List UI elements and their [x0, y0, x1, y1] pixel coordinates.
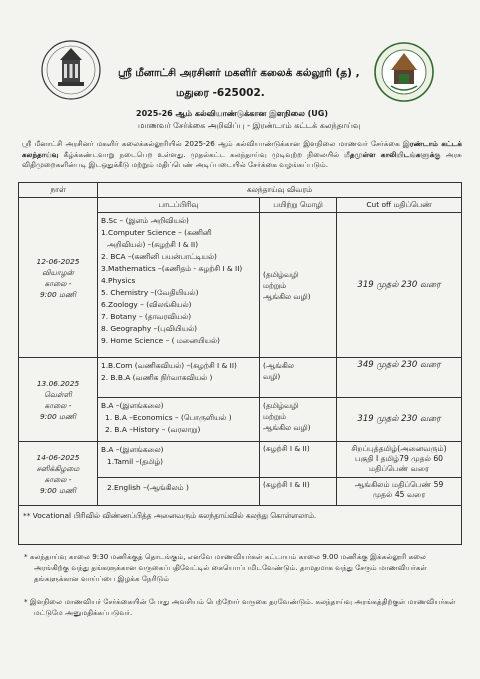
course-item: 2. BCA –(கணினி பயன்பாட்டியல்)	[101, 252, 217, 261]
courses-day2-arts	[98, 398, 260, 442]
instruction-item: * இளநிலை மாணவியர் சேர்க்கையின் போது அவசியம் பெற்றோர் வருகை தரவேண்டும். கலந்தாய்வு அரங்கத்திற்குள் மாணவியர்கள் மட்டுமே அனுமதிக்கப்படுவர்.	[24, 597, 456, 617]
medium-day3-tamil: (சுழற்சி I & II)	[260, 442, 337, 478]
cutoff-day3-tamil	[337, 442, 462, 478]
cutoff-day2-arts: 319 முதல் 230 வரை	[337, 398, 462, 442]
intro-paragraph	[22, 139, 462, 171]
time-text: 9:00 மணி	[40, 411, 76, 421]
course-item: 2. B.A –History – (வரலாறு)	[105, 425, 201, 434]
medium-text: மற்றும்	[263, 280, 287, 290]
course-item: 8. Geography –(புவியியல்)	[101, 324, 197, 333]
medium-text: மற்றும்	[263, 412, 287, 421]
intro-bold-vacancies: மீதமுள்ள காலியிடங்களுக்கு	[344, 149, 441, 159]
college-name: ஸ்ரீ மீனாட்சி அரசினர் மகளிர் கலைக் கல்லூரி (த) ,	[118, 67, 360, 79]
course-item: 7. Botany – (தாவரவியல்)	[101, 312, 192, 321]
medium-day2-commerce	[260, 358, 337, 398]
courses-day3-english	[98, 478, 260, 506]
course-item: 2. B.B.A (வணிக நிர்வாகவியல் )	[101, 373, 213, 382]
course-item: 6.Zoology – (விலங்கியல்)	[101, 300, 192, 309]
courses-day1	[98, 213, 260, 358]
course-item: B.A –(இளங்கலை)	[101, 445, 164, 454]
medium-text: ஆங்கில வழி)	[263, 423, 311, 432]
date-cell-day3	[19, 442, 98, 506]
date-cell-day2	[19, 358, 98, 442]
session-text: காலை -	[44, 400, 72, 410]
course-item: B.A –(இளங்கலை)	[101, 401, 164, 410]
cutoff-text: பகுதி I தமிழ்79 முதல் 60	[354, 454, 443, 463]
medium-day1	[260, 213, 337, 358]
cutoff-day3-english	[337, 478, 462, 506]
course-item: B.Sc – (இளம் அறிவியல்)	[101, 216, 189, 225]
medium-text: வழி)	[263, 372, 281, 381]
college-seal-logo	[373, 40, 435, 104]
medium-day2-arts	[260, 398, 337, 442]
cutoff-text: ஆங்கிலம் மதிப்பெண் 59	[354, 480, 444, 489]
intro-text: அரசு விதிமுறைகளின்படி இடஒதுக்கீடு மற்றும் மதிப்பெண் அடிப்படையில் சேர்க்கை வழங்கப்படும்.	[22, 149, 462, 169]
cutoff-text: சிறப்புத்தமிழ்(அனைவரும்)	[351, 444, 447, 453]
date-text: 14-06-2025	[36, 452, 80, 462]
instructions-list	[22, 551, 462, 630]
tamilnadu-emblem-logo	[40, 38, 102, 102]
counselling-schedule-table	[18, 182, 462, 545]
course-item: 1.Tamil –(தமிழ்)	[107, 457, 164, 466]
course-item: 2.English –(ஆங்கிலம் )	[107, 483, 189, 492]
course-item: 4.Physics	[101, 276, 136, 285]
course-item: 1.B.Com (வணிகவியல்) –(சுழற்சி I & II)	[101, 361, 237, 370]
course-item: 9. Home Science – ( மனையியல்)	[101, 336, 220, 345]
instruction-item: * கலந்தாய்வு காலை 9:30 மணிக்குத் தொடங்கும், எனவே மாணவியர்கள் கட்டாயம் காலை 9.00 மணிக்கு இக்கல்லூரி கலை அரங்கிற்கு வந்து தங்களுக்கான வருகைப்பதிவேட்டில் கையொப்பமிடவேண்டும். தாமதமாக வந்து சேரும் மாணவியர்கள் தங்களுக்கான வாய்ப்பை இழக்க நேரிடும்	[24, 552, 427, 583]
time-text: 9:00 மணி	[40, 485, 76, 495]
course-item: 1. B.A –Economics – (பொருளியல் )	[105, 413, 232, 422]
header-medium: பயிற்று மொழி	[260, 198, 337, 213]
notice-title: 2025-26 ஆம் கல்வியாண்டுக்கான இளநிலை (UG)	[136, 109, 329, 118]
intro-text: ஸ்ரீ மீனாட்சி அரசினர் மகளிர் கலைக்கல்லூரியில் 2025-26 ஆம் கல்வியாண்டுக்கான இளநிலை மாணவர் சேர்க்கை	[22, 139, 403, 148]
session-text: காலை -	[44, 278, 72, 288]
session-text: காலை -	[44, 474, 72, 484]
date-text: 12-06-2025	[36, 256, 80, 266]
course-item: 5. Chemistry –(வேதியியல்)	[101, 288, 199, 297]
cutoff-text: மதிப்பெண் வரை	[369, 464, 429, 473]
cutoff-text: முதல் 45 வரை	[372, 490, 426, 499]
header-cutoff: Cut off மதிப்பெண்	[337, 198, 462, 213]
cutoff-day2-commerce: 349 முதல் 230 வரை	[337, 358, 462, 398]
medium-text: (தமிழ்வழி	[263, 269, 299, 279]
day-text: வெள்ளி	[44, 389, 72, 399]
intro-bold-phase: இரண்டாம் கட்டக் கலந்தாய்வு	[22, 139, 463, 159]
header-counselling: கலந்தாய்வு விவரம்	[98, 183, 462, 198]
course-item: 3.Mathematics –(கணிதம் - சுழற்சி I & II)	[101, 264, 243, 273]
courses-day3-tamil	[98, 442, 260, 478]
course-item: 1.Computer Science – (கணினி	[101, 228, 212, 237]
date-cell-day1	[19, 198, 98, 358]
day-text: சனிக்கிழமை	[36, 463, 80, 473]
time-text: 9:00 மணி	[40, 289, 76, 299]
medium-text: ஆங்கில வழி)	[263, 291, 311, 301]
day-text: வியாழன்	[42, 267, 74, 277]
vocational-footnote: ** Vocational பிரிவில் விண்ணப்பித்த அனைவரும் கலந்தாய்வில் கலந்து கொள்ளலாம்.	[19, 506, 462, 545]
course-item: அறிவியல்) –(சுழற்சி I & II)	[107, 240, 199, 249]
date-text: 13.06.2025	[36, 378, 80, 388]
intro-text: கீழ்க்கண்டவாறு நடைபெற உள்ளது. முதல்கட்ட கலந்தாய்வு முடிவுற்ற நிலையில்	[58, 149, 345, 159]
cutoff-day1: 319 முதல் 230 வரை	[337, 213, 462, 358]
college-city: மதுரை -625002.	[176, 87, 265, 99]
medium-text: (ஆங்கில	[263, 361, 294, 370]
medium-day3-english: (சுழற்சி I & II)	[260, 478, 337, 506]
header-course: பாடப்பிரிவு	[98, 198, 260, 213]
header-date: நாள்	[19, 183, 98, 198]
medium-text: (தமிழ்வழி	[263, 401, 299, 410]
courses-day2-commerce	[98, 358, 260, 398]
notice-subtitle: மாணவர் சேர்க்கை அறிவிப்பு - இரண்டாம் கட்டக் கலந்தாய்வு	[138, 121, 361, 130]
